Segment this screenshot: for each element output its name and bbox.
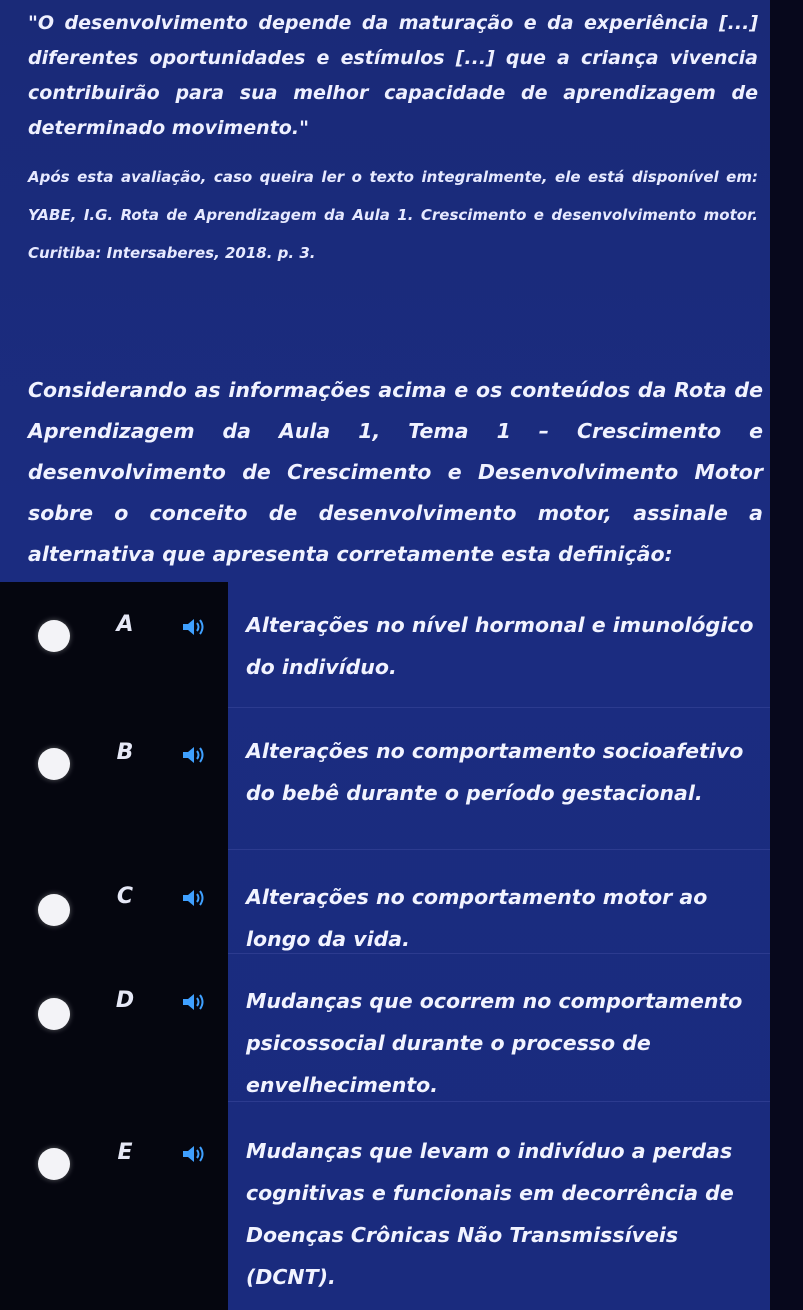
- option-a-letter: A: [116, 612, 134, 637]
- option-e-radio[interactable]: [38, 1148, 70, 1180]
- option-e-text: Mudanças que levam o indivíduo a perdas cognitivas e funcionais em decorrência de Doenças Crônicas Não Transmissíveis (DCNT).: [246, 1139, 734, 1289]
- answer-options: [0, 582, 770, 1310]
- option-c-radio[interactable]: [38, 894, 70, 926]
- speaker-icon[interactable]: [180, 615, 208, 639]
- option-c-letter: C: [116, 884, 134, 909]
- option-b-radio[interactable]: [38, 748, 70, 780]
- option-e[interactable]: [0, 1102, 770, 1310]
- speaker-icon[interactable]: [180, 743, 208, 767]
- option-c-text: Alterações no comportamento motor ao longo da vida.: [246, 885, 708, 951]
- source-reference: Após esta avaliação, caso queira ler o texto integralmente, ele está disponível em: YABE, I.G. Rota de Aprendizagem da Aula 1. Crescimento e desenvolvimento motor. Curitiba: Intersaberes, 2018. p. 3.: [28, 168, 758, 262]
- option-d[interactable]: [0, 954, 770, 1102]
- option-a[interactable]: [0, 582, 770, 708]
- option-d-letter: D: [115, 988, 135, 1013]
- option-b[interactable]: [0, 708, 770, 850]
- option-d-text: Mudanças que ocorrem no comportamento psicossocial durante o processo de envelhecimento.: [246, 989, 743, 1097]
- screen-edge: [770, 0, 803, 1310]
- speaker-icon[interactable]: [180, 1142, 208, 1166]
- quote-text: "O desenvolvimento depende da maturação e da experiência [...] diferentes oportunidades e estímulos [...] que a criança vivencia contribuirão para sua melhor capacidade de aprendizagem de determinado movimento.": [28, 12, 758, 139]
- speaker-icon[interactable]: [180, 886, 208, 910]
- option-e-letter: E: [117, 1140, 133, 1165]
- option-a-text: Alterações no nível hormonal e imunológico do indivíduo.: [246, 613, 754, 679]
- option-a-radio[interactable]: [38, 620, 70, 652]
- question-text: Considerando as informações acima e os conteúdos da Rota de Aprendizagem da Aula 1, Tema 1 – Crescimento e desenvolvimento de Crescimento e Desenvolvimento Motor sobre o conceito de desenvolvimento motor, assinale a alternativa que apresenta corretamente esta definição:: [28, 378, 763, 566]
- option-c[interactable]: [0, 850, 770, 954]
- option-b-letter: B: [116, 740, 134, 765]
- option-d-radio[interactable]: [38, 998, 70, 1030]
- option-b-text: Alterações no comportamento socioafetivo do bebê durante o período gestacional.: [246, 739, 744, 805]
- speaker-icon[interactable]: [180, 990, 208, 1014]
